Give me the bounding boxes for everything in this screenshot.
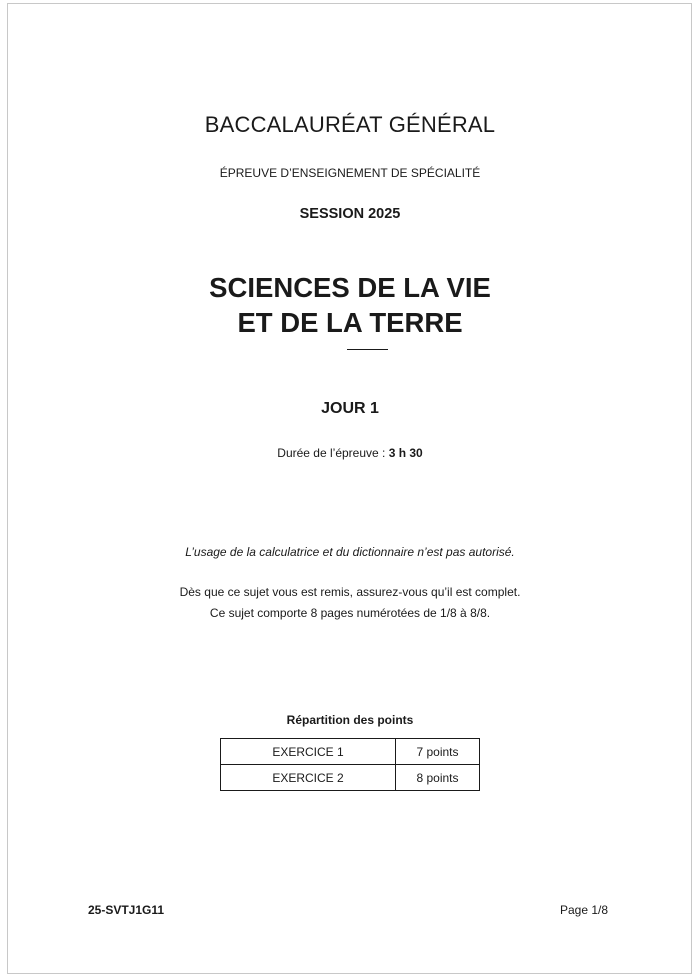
points-cell: 8 points	[396, 765, 480, 791]
duration-label: Durée de l’épreuve :	[277, 446, 389, 460]
subject-title-line-2: ET DE LA TERRE	[237, 307, 463, 338]
points-table	[220, 738, 480, 791]
subject-code: 25-SVTJ1G11	[88, 903, 165, 917]
exercise-cell: EXERCICE 2	[221, 765, 396, 791]
exercise-cell: EXERCICE 1	[221, 739, 396, 765]
duration-line	[0, 446, 700, 460]
page-number: Page 1/8	[560, 903, 609, 917]
title-divider	[347, 349, 388, 350]
subject-title	[0, 270, 700, 340]
table-row	[221, 765, 480, 791]
points-cell: 7 points	[396, 739, 480, 765]
day-label: JOUR 1	[321, 400, 379, 417]
points-table-title: Répartition des points	[286, 713, 414, 727]
calculator-note: L’usage de la calculatrice et du dictionnaire n’est pas autorisé.	[185, 545, 515, 559]
subject-title-line-1: SCIENCES DE LA VIE	[209, 272, 491, 303]
exam-kind-subheading: ÉPREUVE D’ENSEIGNEMENT DE SPÉCIALITÉ	[219, 166, 481, 180]
duration-value: 3 h 30	[388, 446, 423, 460]
document-page	[7, 3, 692, 974]
session-label: SESSION 2025	[299, 206, 401, 222]
page-count-note: Ce sujet comporte 8 pages numérotées de 1/8 à 8/8.	[209, 606, 491, 620]
exam-type-heading: BACCALAURÉAT GÉNÉRAL	[204, 112, 496, 137]
table-row	[221, 739, 480, 765]
completeness-note: Dès que ce sujet vous est remis, assurez-vous qu’il est complet.	[179, 585, 521, 599]
